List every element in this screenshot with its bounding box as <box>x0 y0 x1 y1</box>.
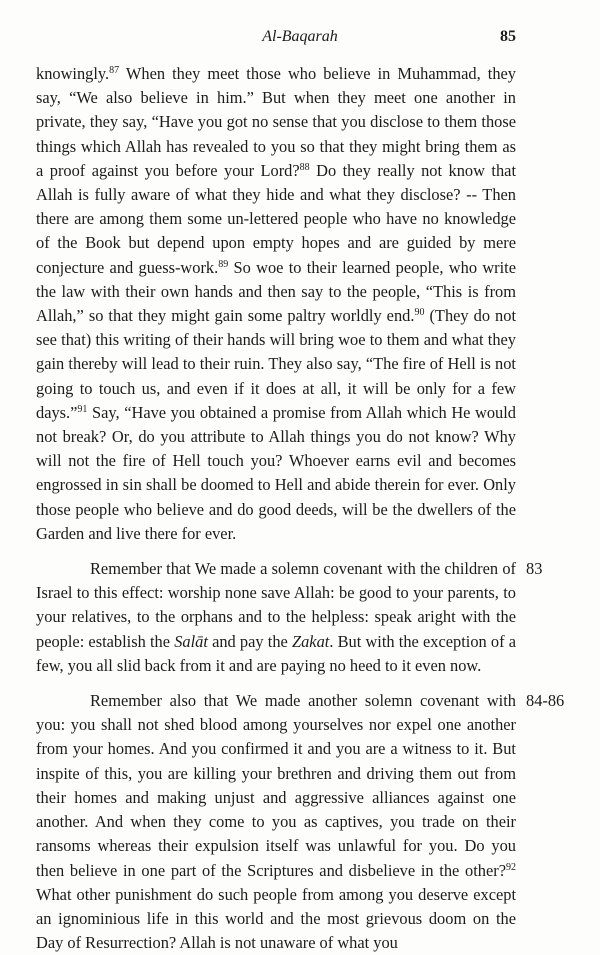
text-run: knowingly. <box>36 64 110 83</box>
text-run: Remember that We made a solemn covenant with the children of Israel to this effect: worship none save Allah: be good to your parents, to your relatives, to the orphans and to the helpless: speak aright with the people: establish the <box>36 559 516 651</box>
paragraph <box>36 557 543 678</box>
paragraph-text <box>36 691 516 952</box>
text-run: . But with the exception of a few, you all slid back from it and are paying no heed to it even now. <box>36 631 517 675</box>
footnote-marker[interactable]: 87 <box>109 65 120 76</box>
text-run: So woe to their learned people, who write the law with their own hands and then say to the people, “This is from Allah,” so that they might gain some paltry worldly end. <box>36 257 516 326</box>
text-run: (They do not see that) this writing of their hands will bring woe to them and what they gain thereby will lead to their ruin. They also say, “The fire of Hell is not going to touch us, and even if it does at all, it will be only for a few days.” <box>36 306 517 422</box>
verse-reference: 83 <box>526 559 543 579</box>
page-number: 85 <box>500 28 516 45</box>
running-head <box>0 28 600 50</box>
paragraph <box>36 689 565 955</box>
paragraph <box>36 62 516 546</box>
text-run: What other punishment do such people from among you deserve except an ignominious life in this world and the most grievous doom on the Day of Resurrection? Allah is not unaware of what you <box>36 884 516 953</box>
running-title: Al-Baqarah <box>262 28 338 45</box>
italic-term: Salāt <box>174 631 208 651</box>
italic-term: Zakat <box>291 631 330 651</box>
paragraph-text <box>36 559 516 675</box>
page-body <box>36 62 565 955</box>
footnote-marker[interactable]: 89 <box>218 258 229 270</box>
text-run: Remember also that We made another solemn covenant with you: you shall not shed blood among yourselves nor expel one another from your homes. And you confirmed it and you are a witness to it. But inspite of this, you are killing your brethren and driving them out from their homes and making unjust and aggressive alliances against one another. And when they come to you as captives, you trade on their ransoms whereas their expulsion itself was unlawful for you. Do you then believe in one part of the Scriptures and disbelieve in the other? <box>36 691 516 880</box>
footnote-marker[interactable]: 90 <box>414 307 425 319</box>
text-run: Say, “Have you obtained a promise from Allah which He would not break? Or, do you attribute to Allah things you do not know? Why will not the fire of Hell touch you? Whoever earns evil and becomes engrossed in sin shall be doomed to Hell and abide therein for ever. Only those people who believe and do good deeds, will be the dwellers of the Garden and live there for ever. <box>36 402 516 543</box>
text-run: When they meet those who believe in Muhammad, they say, “We also believe in him.” But when they meet one another in private, they say, “Have you got no sense that you disclose to them those things which Allah has revealed to you so that they might bring them as a proof against you before your Lord? <box>36 64 516 180</box>
text-run: Do they really not know that Allah is fully aware of what they hide and what they disclose? -- Then there are among them some un-lettered people who have no knowledge of the Book but depend upon empty hopes and are guided by mere conjecture and guess-work. <box>36 160 516 277</box>
text-run: and pay the <box>207 631 292 651</box>
paragraph-text <box>36 64 516 543</box>
footnote-marker[interactable]: 88 <box>299 161 310 173</box>
verse-reference: 84-86 <box>526 691 565 711</box>
footnote-marker[interactable]: 91 <box>77 403 88 415</box>
footnote-marker[interactable]: 92 <box>506 861 516 873</box>
